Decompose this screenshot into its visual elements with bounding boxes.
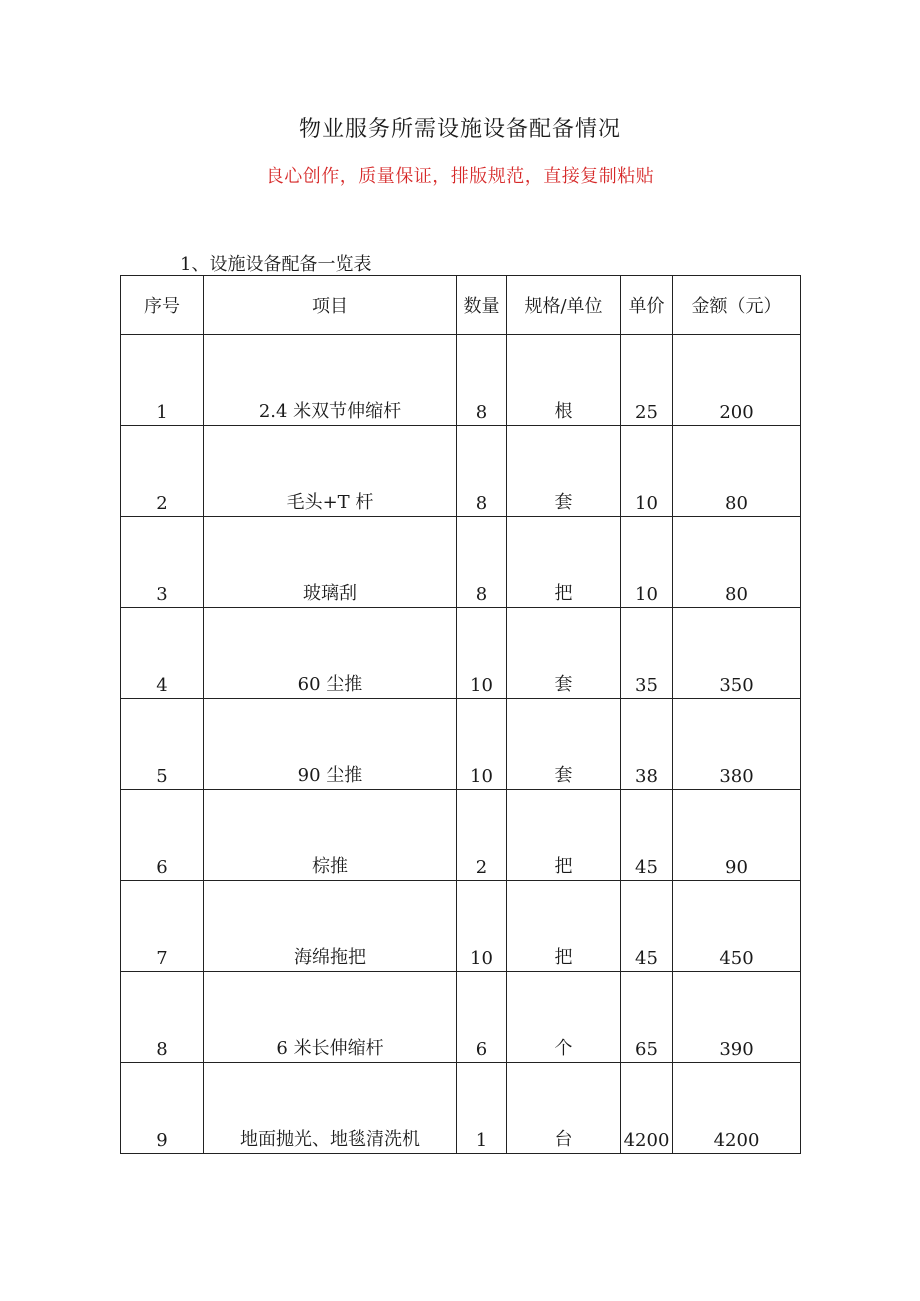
cell-qty: 6 bbox=[457, 972, 507, 1063]
cell-amount: 350 bbox=[673, 608, 801, 699]
page-subtitle: 良心创作，质量保证，排版规范，直接复制粘贴 bbox=[265, 166, 655, 187]
table-header-row bbox=[121, 276, 801, 335]
cell-spec: 根 bbox=[507, 335, 621, 426]
cell-qty: 1 bbox=[457, 1063, 507, 1154]
cell-item: 90 尘推 bbox=[204, 699, 457, 790]
equipment-table bbox=[120, 275, 801, 1154]
cell-amount: 450 bbox=[673, 881, 801, 972]
cell-price: 35 bbox=[621, 608, 673, 699]
cell-no: 8 bbox=[121, 972, 204, 1063]
cell-no: 9 bbox=[121, 1063, 204, 1154]
cell-no: 4 bbox=[121, 608, 204, 699]
cell-item: 棕推 bbox=[204, 790, 457, 881]
cell-price: 38 bbox=[621, 699, 673, 790]
table-row bbox=[121, 699, 801, 790]
header-qty: 数量 bbox=[457, 276, 507, 335]
cell-amount: 80 bbox=[673, 517, 801, 608]
cell-price: 45 bbox=[621, 790, 673, 881]
cell-spec: 台 bbox=[507, 1063, 621, 1154]
cell-no: 3 bbox=[121, 517, 204, 608]
table-row bbox=[121, 608, 801, 699]
cell-item: 地面抛光、地毯清洗机 bbox=[204, 1063, 457, 1154]
cell-qty: 2 bbox=[457, 790, 507, 881]
cell-spec: 把 bbox=[507, 790, 621, 881]
cell-no: 1 bbox=[121, 335, 204, 426]
page-title: 物业服务所需设施设备配备情况 bbox=[298, 117, 621, 142]
table-row bbox=[121, 881, 801, 972]
cell-amount: 4200 bbox=[673, 1063, 801, 1154]
header-price: 单价 bbox=[621, 276, 673, 335]
cell-spec: 个 bbox=[507, 972, 621, 1063]
cell-item: 60 尘推 bbox=[204, 608, 457, 699]
cell-qty: 8 bbox=[457, 426, 507, 517]
cell-price: 25 bbox=[621, 335, 673, 426]
cell-qty: 8 bbox=[457, 335, 507, 426]
table-row bbox=[121, 426, 801, 517]
cell-amount: 390 bbox=[673, 972, 801, 1063]
cell-no: 7 bbox=[121, 881, 204, 972]
table-row bbox=[121, 1063, 801, 1154]
table-row bbox=[121, 972, 801, 1063]
cell-no: 5 bbox=[121, 699, 204, 790]
cell-price: 10 bbox=[621, 426, 673, 517]
cell-amount: 80 bbox=[673, 426, 801, 517]
cell-item: 海绵拖把 bbox=[204, 881, 457, 972]
cell-amount: 380 bbox=[673, 699, 801, 790]
cell-no: 2 bbox=[121, 426, 204, 517]
table-row bbox=[121, 517, 801, 608]
cell-spec: 套 bbox=[507, 699, 621, 790]
cell-qty: 10 bbox=[457, 881, 507, 972]
cell-price: 65 bbox=[621, 972, 673, 1063]
cell-qty: 10 bbox=[457, 699, 507, 790]
table-row bbox=[121, 335, 801, 426]
cell-qty: 8 bbox=[457, 517, 507, 608]
header-item: 项目 bbox=[204, 276, 457, 335]
cell-amount: 90 bbox=[673, 790, 801, 881]
cell-item: 毛头+T 杆 bbox=[204, 426, 457, 517]
table-row bbox=[121, 790, 801, 881]
cell-price: 10 bbox=[621, 517, 673, 608]
cell-qty: 10 bbox=[457, 608, 507, 699]
cell-spec: 套 bbox=[507, 426, 621, 517]
cell-item: 6 米长伸缩杆 bbox=[204, 972, 457, 1063]
section-heading: 1、设施设备配备一览表 bbox=[180, 254, 372, 275]
cell-spec: 把 bbox=[507, 517, 621, 608]
header-no: 序号 bbox=[121, 276, 204, 335]
cell-no: 6 bbox=[121, 790, 204, 881]
cell-amount: 200 bbox=[673, 335, 801, 426]
cell-spec: 套 bbox=[507, 608, 621, 699]
cell-spec: 把 bbox=[507, 881, 621, 972]
cell-item: 2.4 米双节伸缩杆 bbox=[204, 335, 457, 426]
header-spec: 规格/单位 bbox=[507, 276, 621, 335]
cell-price: 4200 bbox=[621, 1063, 673, 1154]
cell-item: 玻璃刮 bbox=[204, 517, 457, 608]
header-amount: 金额（元） bbox=[673, 276, 801, 335]
cell-price: 45 bbox=[621, 881, 673, 972]
